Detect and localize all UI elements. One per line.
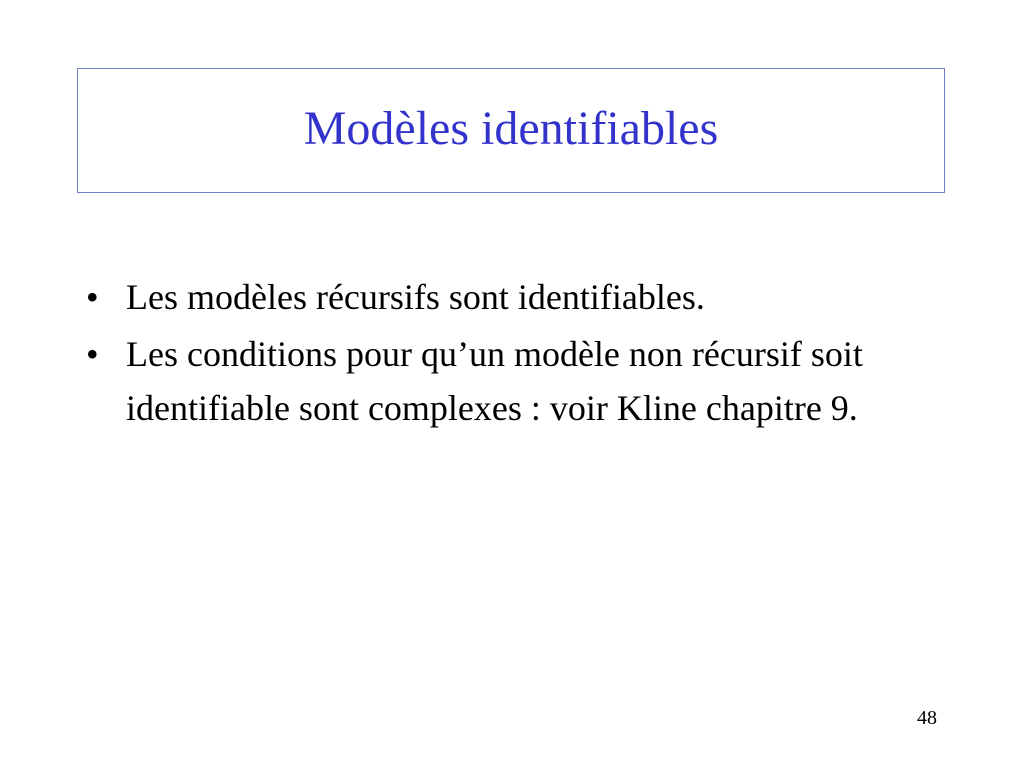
bullet-icon: • — [86, 334, 99, 374]
bullet-text: Les conditions pour qu’un modèle non récursif soit identifiable sont complexes : voir Kline chapitre 9. — [126, 334, 863, 428]
title-frame — [77, 68, 945, 193]
bullet-list — [86, 270, 946, 438]
bullet-icon: • — [86, 277, 99, 317]
page-number: 48 — [917, 707, 937, 729]
bullet-item — [86, 270, 946, 324]
slide-title: Modèles identifiables — [303, 101, 719, 155]
bullet-text: Les modèles récursifs sont identifiables. — [126, 277, 705, 317]
bullet-item — [86, 327, 946, 435]
